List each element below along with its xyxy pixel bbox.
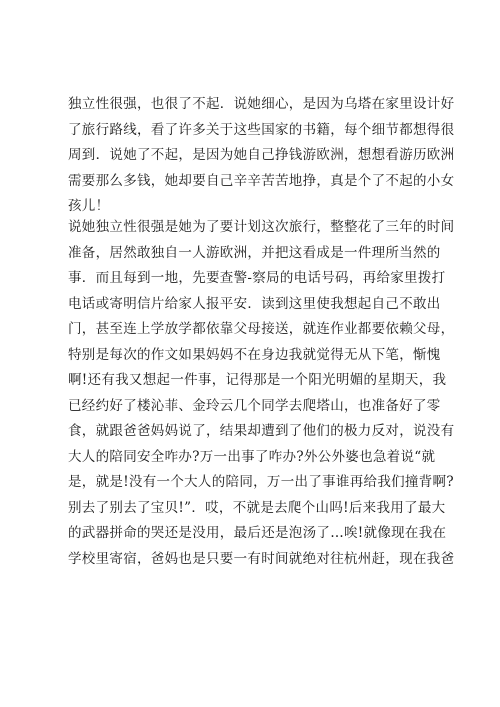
text-line: 需要那么多钱，她却要自己辛辛苦苦地挣，真是个了不起的小女: [68, 172, 455, 189]
text-line: 说她独立性很强是她为了要计划这次旅行，整整花了三年的时间: [68, 219, 455, 235]
text-line: 学校里寄宿，爸妈也是只要一有时间就绝对往杭州赶，现在我爸: [68, 550, 455, 567]
text-line: 独立性很强，也很了不起．说她细心，是因为乌塔在家里设计好: [68, 96, 455, 112]
text-line: 啊!还有我又想起一件事，记得那是一个阳光明媚的星期天，我: [68, 372, 447, 388]
text-line: 已经约好了楼沁菲、金玲云几个同学去爬塔山，也准备好了零: [68, 397, 441, 414]
text-line: 事．而且每到一地，先要查警-察局的电话号码，再给家里拨打: [68, 270, 446, 286]
text-line: 别去了别去了宝贝!”．哎，不就是去爬个山吗!后来我用了最大: [68, 499, 446, 516]
paragraph-1: [68, 92, 455, 220]
paragraph-2: [68, 215, 455, 572]
text-line: 孩儿！: [68, 198, 110, 214]
text-line: 了旅行路线，看了许多关于这些国家的书籍，每个细节都想得很: [68, 121, 455, 138]
text-line: 特别是每次的作文如果妈妈不在身边我就觉得无从下笔，惭愧: [68, 346, 441, 363]
text-line: 门，甚至连上学放学都依靠父母接送，就连作业都要依赖父母，: [68, 321, 455, 337]
text-line: 是，就是!没有一个大人的陪同，万一出了事谁再给我们撞背啊?: [68, 474, 454, 490]
text-line: 准备，居然敢独自一人游欧洲，并把这看成是一件理所当然的: [68, 244, 441, 261]
text-line: 电话或寄明信片给家人报平安．读到这里使我想起自己不敢出: [68, 295, 441, 312]
text-line: 的武器拼命的哭还是没用，最后还是泡汤了…唉!就像现在我在: [68, 525, 447, 541]
text-line: 食，就跟爸爸妈妈说了，结果却遭到了他们的极力反对，说没有: [68, 423, 455, 439]
text-line: 大人的陪同安全咋办?万一出事了咋办?外公外婆也急着说“就: [68, 448, 436, 465]
text-line: 周到．说她了不起，是因为她自己挣钱游欧洲，想想看游历欧洲: [68, 147, 455, 163]
